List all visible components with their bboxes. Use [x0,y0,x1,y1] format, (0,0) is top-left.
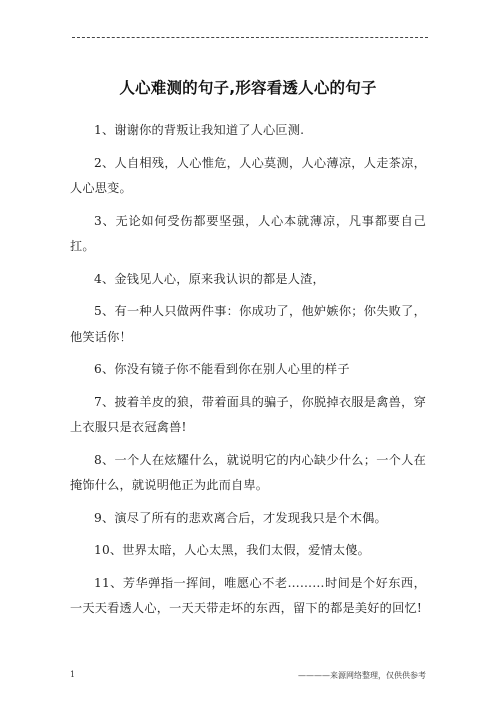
page-number: 1 [70,670,76,679]
document-title: 人心难测的句子,形容看透人心的句子 [119,79,377,97]
list-item: 6、你没有镜子你不能看到你在别人心里的样子 [94,362,350,376]
list-item: 2、人自相残，人心惟危，人心莫测，人心薄凉，人走茶凉，人心思变。 [70,155,426,195]
list-item: 1、谢谢你的背叛让我知道了人心叵测. [94,123,305,137]
list-item: 3、无论如何受伤都要坚强，人心本就薄凉，凡事都要自己扛。 [70,213,426,253]
footer-note: ————来源网络整理，仅供供参考 [298,671,426,680]
list-item: 5、有一种人只做两件事：你成功了，他妒嫉你；你失败了，他笑话你！ [70,304,426,344]
list-item: 10、世界太暗，人心太黑，我们太假，爱情太傻。 [94,543,371,557]
list-item: 11、芳华弹指一挥间，唯愿心不老………时间是个好东西，一天天看透人心，一天天带走坏的东西，留下的都是美好的回忆! [70,575,426,615]
list-item: 8、一个人在炫耀什么，就说明它的内心缺少什么；一个人在掩饰什么，就说明他正为此而自卑。 [70,452,426,492]
list-item: 9、演尽了所有的悲欢离合后，才发现我只是个木偶。 [94,510,387,525]
list-item: 7、披着羊皮的狼，带着面具的骗子，你脱掉衣服是禽兽，穿上衣服只是衣冠禽兽! [70,394,426,434]
header-dashed-rule [72,37,428,38]
document-body [70,118,426,629]
list-item: 4、金钱见人心，原来我认识的都是人渣， [94,271,325,286]
